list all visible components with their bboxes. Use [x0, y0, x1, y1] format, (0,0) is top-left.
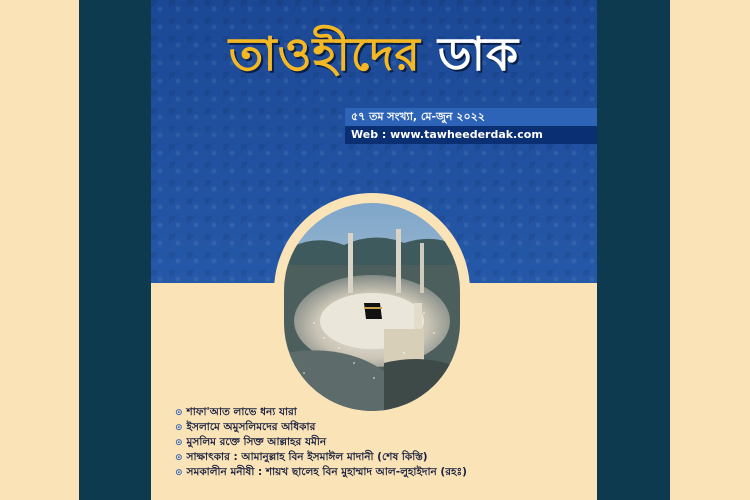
masjid-al-haram-kaaba-photo	[284, 203, 460, 411]
toc-item-label: সাক্ষাৎকার : আমানুল্লাহ বিন ইসমাঈল মাদানী (শেষ কিস্তি)	[186, 451, 428, 463]
kaaba-illustration	[284, 203, 460, 411]
toc-item-label: ইসলামে অমুসলিমদের অধিকার	[186, 421, 316, 433]
toc-item-label: শাফা'আত লাভে ধন্য যারা	[186, 406, 297, 418]
left-side-band	[79, 0, 151, 500]
issue-label: ৫৭ তম সংখ্যা, মে-জুন ২০২২	[345, 108, 597, 126]
magazine-title-part1: তাওহীদের	[228, 27, 421, 81]
right-side-band	[597, 0, 670, 500]
bullet-icon: ⊙	[175, 408, 183, 418]
table-of-contents	[175, 405, 575, 480]
toc-item[interactable]	[175, 405, 575, 420]
toc-item[interactable]	[175, 435, 575, 450]
bullet-icon: ⊙	[175, 453, 183, 463]
photo-frame	[274, 193, 470, 421]
toc-item[interactable]	[175, 465, 575, 480]
toc-item-label: সমকালীন মনীষী : শায়খ ছালেহ বিন মুহাম্মাদ আল-লুহাইদান (রহঃ)	[186, 466, 467, 478]
magazine-title-part2: ডাক	[437, 27, 520, 81]
website-link[interactable]: Web : www.tawheederdak.com	[345, 126, 597, 144]
toc-item-label: মুসলিম রক্তে সিক্ত আল্লাহর যমীন	[186, 436, 327, 448]
bullet-icon: ⊙	[175, 468, 183, 478]
magazine-cover	[151, 0, 597, 500]
toc-item[interactable]	[175, 450, 575, 465]
magazine-title	[151, 20, 597, 96]
toc-item[interactable]	[175, 420, 575, 435]
bullet-icon: ⊙	[175, 438, 183, 448]
bullet-icon: ⊙	[175, 423, 183, 433]
